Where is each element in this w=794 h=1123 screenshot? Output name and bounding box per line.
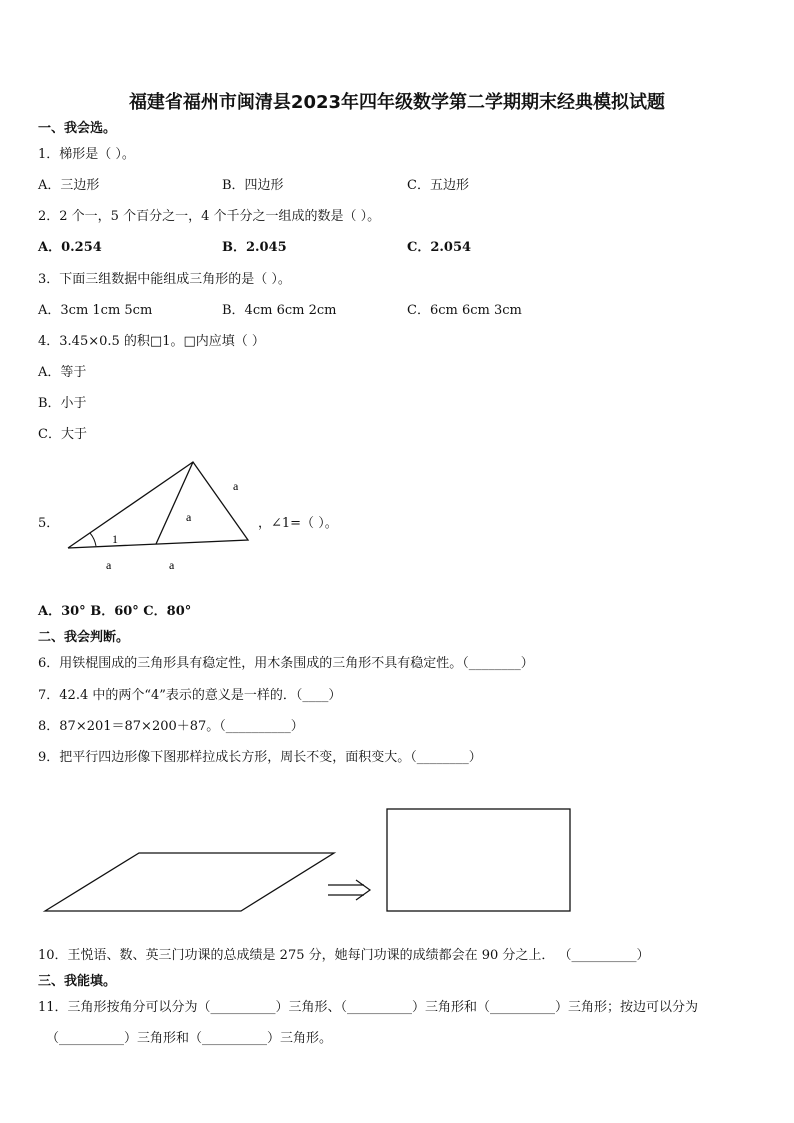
q1-option-a: A．三边形 [38,178,100,193]
side-label-right: a [233,479,239,493]
question-10: 10．王悦语、数、英三门功课的总成绩是 275 分，她每门功课的成绩都会在 90 分之上． （__________） [38,948,650,963]
q2-option-b: B．2.045 [222,240,287,255]
q3-option-c: C．6cm 6cm 3cm [407,303,522,318]
q4-option-c: C．大于 [38,427,87,442]
q2-option-a: A．0.254 [38,240,102,255]
q5-options: A．30° B．60° C．80° [38,604,192,619]
question-8: 8．87×201＝87×200＋87。（__________） [38,719,304,734]
section-heading-judge: 二、我会判断。 [38,630,130,645]
question-7: 7．42.4 中的两个“4”表示的意义是一样的．（____） [38,688,342,703]
angle-1-label: 1 [112,532,118,546]
q3-option-a: A．3cm 1cm 5cm [38,303,153,318]
side-label-inner: a [186,510,192,524]
q2-option-c: C．2.054 [407,240,472,255]
question-3: 3．下面三组数据中能组成三角形的是（ ）。 [38,272,291,287]
question-1: 1．梯形是（ ）。 [38,147,135,162]
base-label-right: a [169,558,175,572]
q4-option-b: B．小于 [38,396,87,411]
section-heading-fill: 三、我能填。 [38,974,117,989]
question-2: 2．2 个一，5 个百分之一，4 个千分之一组成的数是（ ）。 [38,209,381,224]
page-title: 福建省福州市闽清县2023年四年级数学第二学期期末经典模拟试题 [128,92,666,113]
question-5: 5． [38,516,60,531]
question-5-prompt: ，∠1=（ ）。 [258,516,338,531]
question-11-line-1: 11．三角形按角分可以分为（__________）三角形、（__________）三角形和（__________）三角形；按边可以分为 [38,1000,699,1015]
q1-option-b: B．四边形 [222,178,284,193]
question-9: 9．把平行四边形像下图那样拉成长方形，周长不变，面积变大。（________） [38,750,482,765]
section-heading-choose: 一、我会选。 [38,121,117,136]
q4-option-a: A．等于 [38,365,87,380]
q1-option-c: C．五边形 [407,178,469,193]
question-6: 6．用铁棍围成的三角形具有稳定性，用木条围成的三角形不具有稳定性。（________） [38,656,534,671]
parallelogram-to-rectangle-figure [40,800,580,920]
question-4: 4．3.45×0.5 的积□1。□内应填（ ） [38,334,265,349]
base-label-left: a [106,558,112,572]
q3-option-b: B．4cm 6cm 2cm [222,303,337,318]
question-11-line-2: （__________）三角形和（__________）三角形。 [46,1031,333,1046]
triangle-figure [60,455,260,585]
